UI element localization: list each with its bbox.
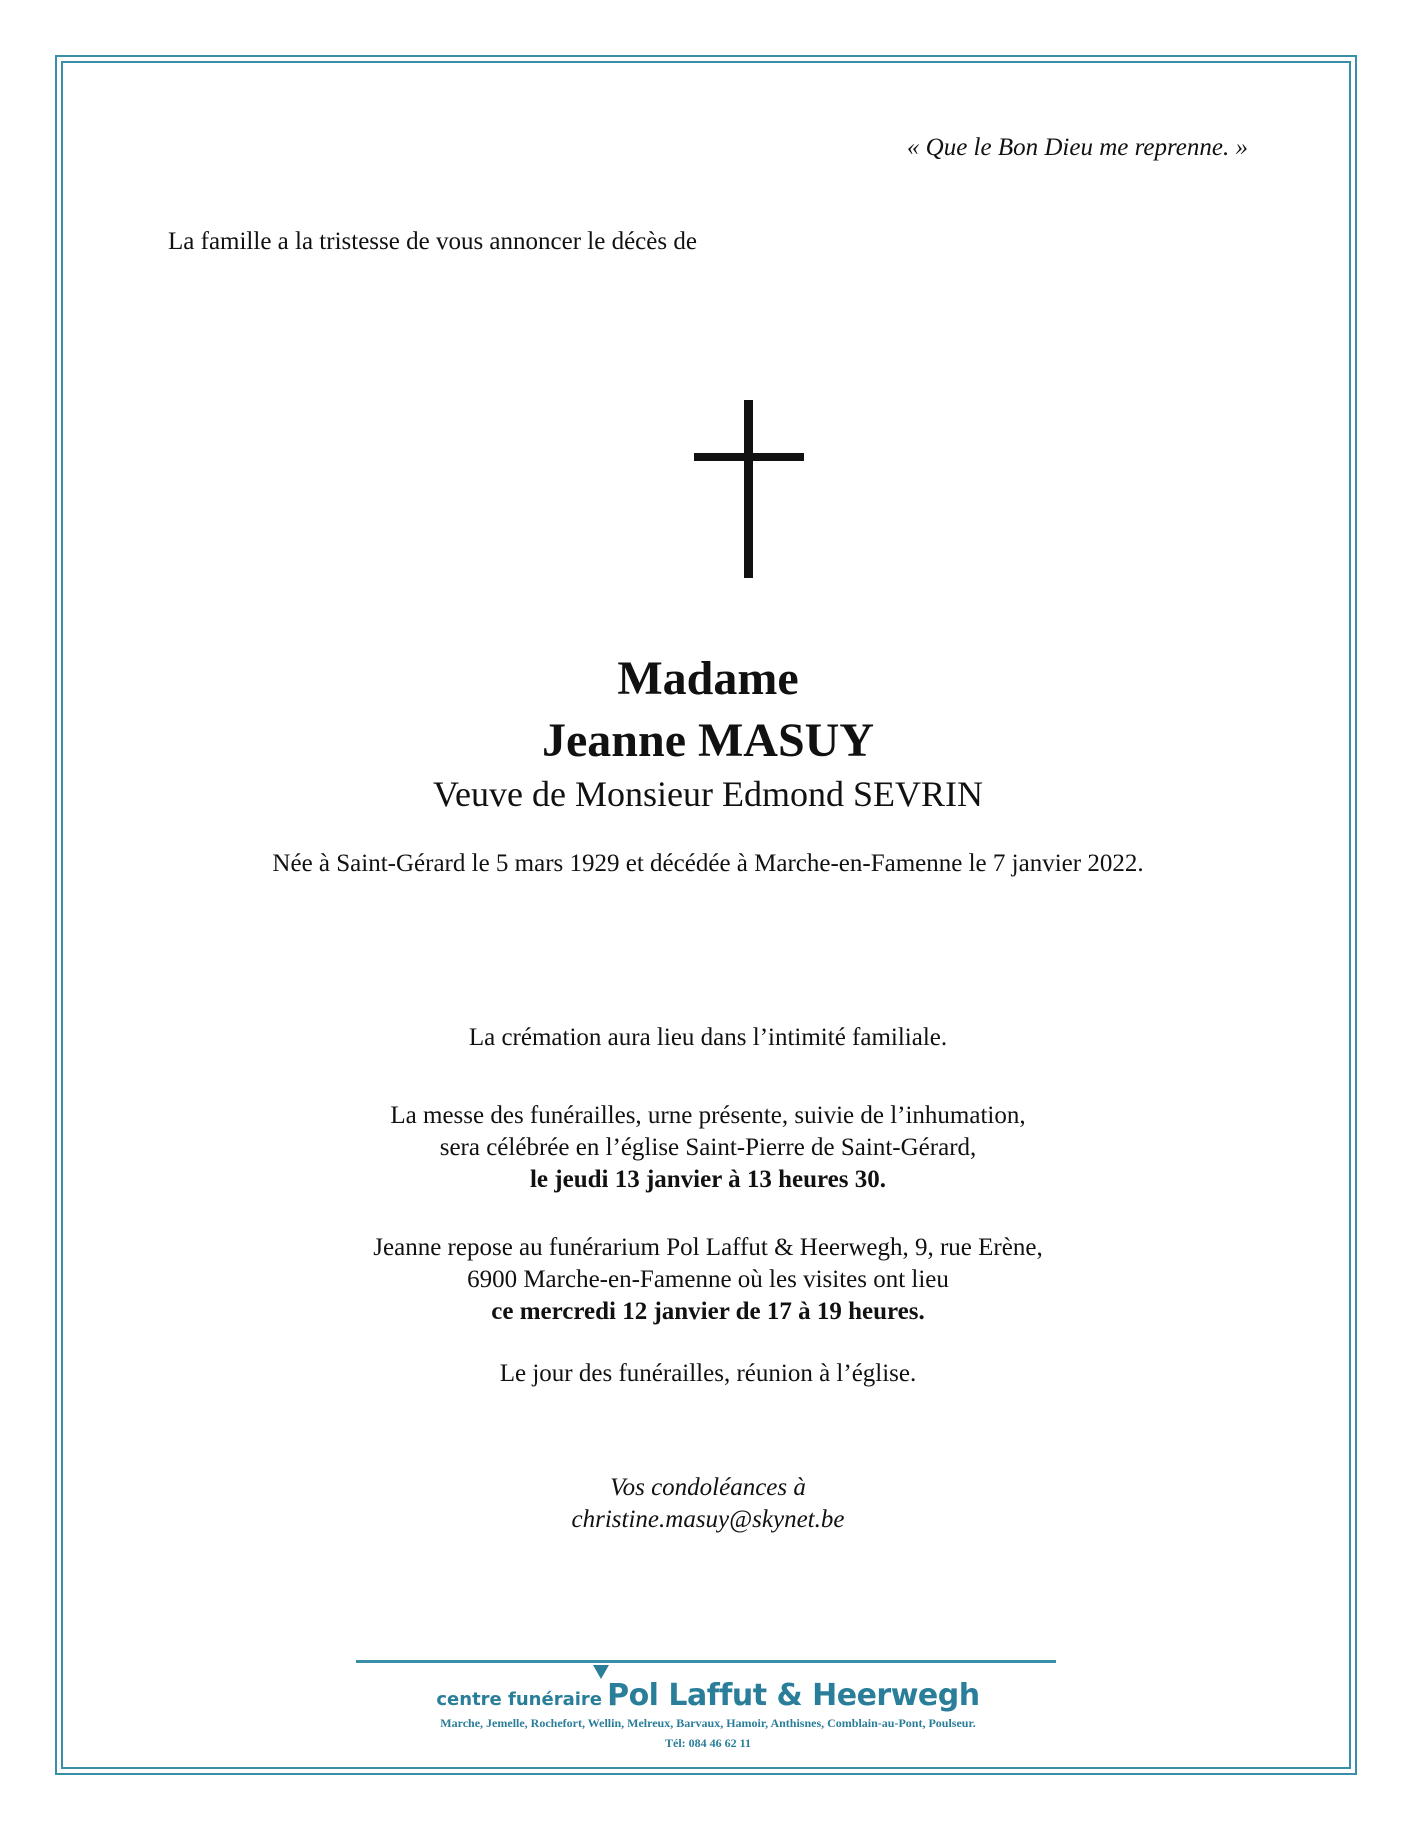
condolences-email: christine.masuy@skynet.be [571,1506,845,1533]
funeral-home-phone: Tél: 084 46 62 11 [665,1736,751,1750]
mass-line-2: sera célébrée en l’église Saint-Pierre de Saint-Gérard, [439,1134,977,1161]
reunion-notice: Le jour des funérailles, réunion à l’église. [499,1360,917,1387]
brand-prefix: centre funéraire [436,1689,602,1710]
spouse-relation: Veuve de Monsieur Edmond SEVRIN [433,774,983,814]
deceased-full-name: Jeanne MASUY [542,714,874,767]
mass-line-1: La messe des funérailles, urne présente, suivie de l’inhumation, [390,1102,1026,1129]
deceased-name-block [0,648,1416,772]
condolences-block [0,1472,1416,1536]
visiting-datetime: ce mercredi 12 janvier de 17 à 19 heures. [491,1298,925,1325]
cross-horizontal-bar [694,453,804,461]
brand-name: Pol Laffut & Heerwegh [607,1678,980,1713]
funeral-mass-block [0,1100,1416,1196]
cremation-notice: La crémation aura lieu dans l’intimité familiale. [468,1024,948,1051]
honorific: Madame [617,652,799,705]
mass-datetime: le jeudi 13 janvier à 13 heures 30. [529,1166,886,1193]
repose-line-2: 6900 Marche-en-Famenne où les visites ont lieu [467,1266,949,1293]
latin-cross-icon [694,400,804,578]
funeral-home-logo [0,1678,1416,1713]
funeral-home-locations: Marche, Jemelle, Rochefort, Wellin, Melreux, Barvaux, Hamoir, Anthisnes, Comblain-au-Pont, Poulseur. [440,1716,976,1730]
cross-vertical-bar [744,400,753,578]
announcement-intro: La famille a la tristesse de vous annoncer le décès de [168,228,697,255]
footer-divider [356,1660,1056,1663]
triangle-down-icon [593,1665,609,1679]
repose-line-1: Jeanne repose au funérarium Pol Laffut & Heerwegh, 9, rue Erène, [373,1234,1043,1261]
epigraph-quote: « Que le Bon Dieu me reprenne. » [906,134,1248,161]
repose-block [0,1232,1416,1328]
birth-death-dates: Née à Saint-Gérard le 5 mars 1929 et décédée à Marche-en-Famenne le 7 janvier 2022. [272,850,1144,877]
condolences-label: Vos condoléances à [610,1474,806,1501]
